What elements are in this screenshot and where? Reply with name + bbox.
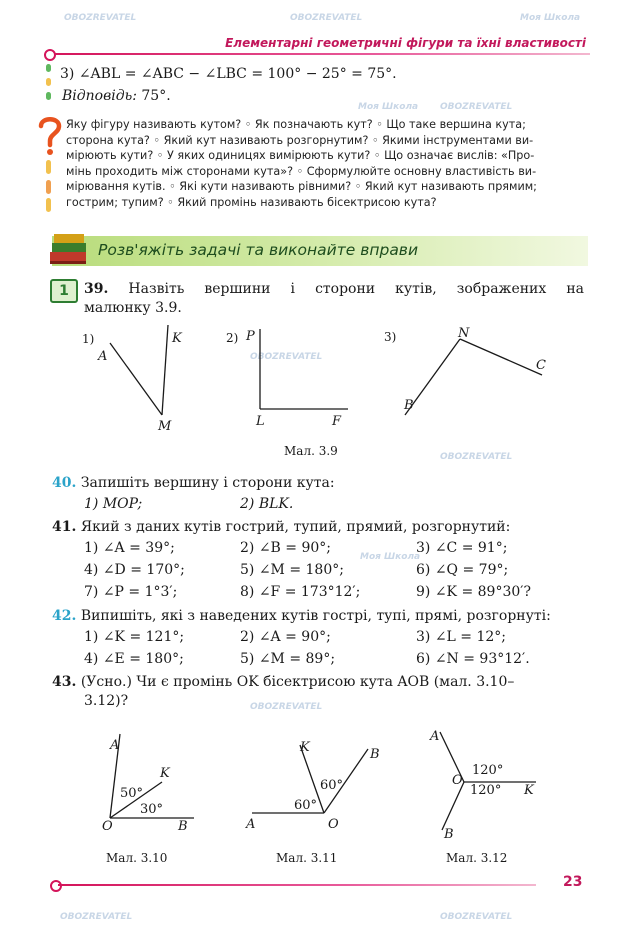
header-rule-dot <box>44 49 56 61</box>
question-line: мірювання кутів. ◦ Які кути називають рівними? ◦ Який кут називають прямим; <box>66 180 537 193</box>
task-item: 6) ∠Q = 79°; <box>416 562 509 578</box>
task-43-text <box>52 672 514 692</box>
angle-label: 30° <box>140 802 164 817</box>
task-40-text <box>52 473 335 493</box>
books-icon <box>48 228 90 270</box>
watermark: OBOZREVATEL <box>440 912 513 922</box>
figure-caption: Мал. 3.10 <box>106 851 168 865</box>
point-label: B <box>444 827 454 842</box>
figure-caption: Мал. 3.12 <box>446 851 508 865</box>
task-39-text-line2: малюнку 3.9. <box>84 300 182 316</box>
question-mark-icon <box>36 114 64 162</box>
point-label: C <box>536 358 546 373</box>
point-label: B <box>404 398 414 413</box>
task-item: 1) ∠A = 39°; <box>84 540 175 556</box>
angle-label: 120° <box>472 763 504 778</box>
point-label: M <box>158 419 172 434</box>
watermark: Моя Школа <box>360 552 421 562</box>
task-item: 2) ∠A = 90°; <box>240 629 331 645</box>
task-item: 3) ∠L = 12°; <box>416 629 507 645</box>
fig-label: 2) <box>226 331 239 345</box>
footer-rule-dot <box>50 880 62 892</box>
task-text: Запишіть вершину і сторони кута: <box>80 475 335 491</box>
task-item: 1) ∠K = 121°; <box>84 629 185 645</box>
task-item: 2) ∠B = 90°; <box>240 540 331 556</box>
task-text: Назвіть вершини і сторони кутів, зображених на <box>128 281 585 297</box>
watermark: OBOZREVATEL <box>440 452 513 462</box>
angle-label: 60° <box>294 798 318 813</box>
point-label: B <box>178 819 188 834</box>
question-line: гострим; тупим? ◦ Який промінь називають бісектрисою кута? <box>66 195 437 209</box>
task-41-text <box>52 517 510 537</box>
question-line: сторона кута? ◦ Який кут називають розгорнутим? ◦ Якими інструментами ви- <box>66 133 534 147</box>
ray-NC <box>460 339 542 375</box>
watermark: OBOZREVATEL <box>440 102 513 112</box>
point-label: A <box>246 817 256 832</box>
banner-title: Розв'яжіть задачі та виконайте вправи <box>98 241 419 259</box>
question-line: Яку фігуру називають кутом? ◦ Як позначають кут? ◦ Що таке вершина кута; <box>66 118 526 131</box>
ray-MK <box>162 325 168 415</box>
point-label: K <box>524 783 534 798</box>
task-item: 9) ∠K = 89°30′? <box>416 584 531 600</box>
ray-MA <box>110 343 162 415</box>
point-label: P <box>246 329 255 344</box>
point-label: L <box>256 414 265 429</box>
point-label: F <box>332 414 342 429</box>
angle-label: 120° <box>470 783 502 798</box>
figure-caption: Мал. 3.9 <box>284 444 338 458</box>
point-label: A <box>110 738 120 753</box>
task-number: 40. <box>52 475 77 491</box>
answer-line <box>62 86 171 106</box>
question-line: мірюють кути? ◦ У яких одиницях вимірюють кути? ◦ Що означає вислів: «Про- <box>66 149 535 162</box>
question-line: мінь проходить між сторонами кута»? ◦ Сформулюйте основну властивість ви- <box>66 164 537 178</box>
answer-value: 75°. <box>141 88 171 104</box>
point-label: A <box>98 349 108 364</box>
answer-label: Відповідь: <box>62 88 137 104</box>
task-number: 43. <box>52 674 77 690</box>
fig-label: 1) <box>82 332 95 346</box>
chapter-title: Елементарні геометричні фігури та їхні властивості <box>225 36 586 50</box>
point-label: A <box>430 729 440 744</box>
task-text: (Усно.) Чи є промінь OK бісектрисою кута AOB (мал. 3.10– <box>80 674 515 690</box>
figure-caption: Мал. 3.11 <box>276 851 338 865</box>
watermark: OBOZREVATEL <box>290 13 363 23</box>
point-label: K <box>160 766 170 781</box>
figure-3-9 <box>70 325 570 435</box>
page-number: 23 <box>563 874 583 890</box>
task-43-text-line2: 3.12)? <box>84 693 129 709</box>
watermark: Моя Школа <box>358 102 419 112</box>
computation-line: 3) ∠ABL = ∠ABC − ∠LBC = 100° − 25° = 75°. <box>60 66 397 82</box>
angle-label: 50° <box>120 786 144 801</box>
task-item: 5) ∠M = 89°; <box>240 651 336 667</box>
point-label: O <box>102 819 113 834</box>
footer-rule <box>58 884 536 886</box>
point-label: N <box>458 326 470 341</box>
watermark: OBOZREVATEL <box>60 912 133 922</box>
task-39-text <box>84 279 584 299</box>
task-item: 5) ∠M = 180°; <box>240 562 344 578</box>
task-number: 42. <box>52 608 77 624</box>
level-badge: 1 <box>50 279 78 303</box>
task-number: 39. <box>84 281 109 297</box>
point-label: B <box>370 747 380 762</box>
point-label: K <box>300 740 310 755</box>
point-label: O <box>328 817 339 832</box>
watermark: OBOZREVATEL <box>64 13 137 23</box>
task-item: 1) MOP; <box>84 496 143 512</box>
angle-label: 60° <box>320 778 344 793</box>
watermark: Моя Школа <box>520 13 581 23</box>
task-item: 2) BLK. <box>240 496 294 512</box>
review-questions <box>66 117 586 210</box>
task-item: 4) ∠D = 170°; <box>84 562 185 578</box>
header-rule <box>50 53 590 55</box>
task-item: 6) ∠N = 93°12′. <box>416 651 530 667</box>
watermark: OBOZREVATEL <box>250 702 323 712</box>
task-42-text <box>52 606 551 626</box>
task-item: 8) ∠F = 173°12′; <box>240 584 361 600</box>
fig-label: 3) <box>384 330 397 344</box>
point-label: K <box>172 331 182 346</box>
task-item: 7) ∠P = 1°3′; <box>84 584 178 600</box>
watermark: OBOZREVATEL <box>250 352 323 362</box>
task-item: 3) ∠C = 91°; <box>416 540 508 556</box>
point-label: O <box>452 773 463 788</box>
task-number: 41. <box>52 519 77 535</box>
task-text: Який з даних кутів гострий, тупий, прямий, розгорнутий: <box>80 519 511 535</box>
task-item: 4) ∠E = 180°; <box>84 651 184 667</box>
task-text: Випишіть, які з наведених кутів гострі, тупі, прямі, розгорнуті: <box>80 608 551 624</box>
